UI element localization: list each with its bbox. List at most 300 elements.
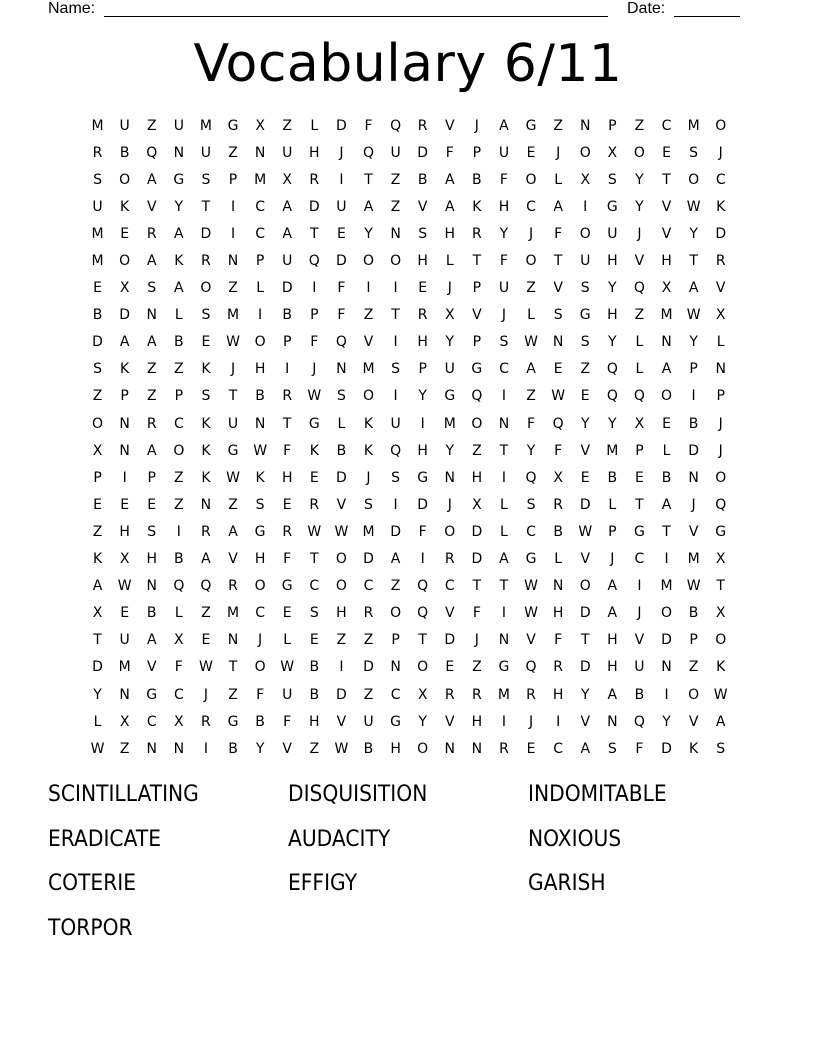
grid-letter: O: [688, 171, 700, 188]
grid-letter: C: [661, 117, 672, 134]
grid-letter: R: [92, 144, 103, 161]
grid-letter: C: [526, 198, 536, 215]
grid-letter: M: [687, 117, 700, 134]
grid-letter: C: [363, 578, 374, 595]
grid-letter: J: [447, 496, 452, 513]
grid-letter: H: [281, 469, 293, 486]
grid-letter: T: [716, 578, 725, 595]
grid-letter: Q: [525, 659, 537, 676]
grid-letter: Z: [119, 740, 130, 757]
grid-letter: H: [498, 198, 510, 215]
grid-letter: A: [580, 740, 591, 757]
grid-letter: J: [447, 280, 452, 297]
grid-letter: H: [471, 713, 483, 730]
grid-letter: H: [254, 551, 266, 568]
grid-letter: E: [336, 225, 346, 242]
grid-letter: D: [92, 334, 103, 351]
grid-letter: U: [498, 144, 510, 161]
grid-letter: B: [363, 740, 374, 757]
grid-letter: F: [364, 117, 373, 134]
grid-letter: S: [716, 740, 726, 757]
grid-letter: U: [173, 117, 184, 134]
grid-letter: Y: [418, 388, 427, 405]
grid-letter: U: [390, 415, 401, 432]
grid-letter: S: [391, 469, 401, 486]
grid-letter: N: [173, 144, 185, 161]
grid-letter: N: [173, 740, 185, 757]
grid-letter: Z: [472, 442, 482, 459]
grid-letter: R: [146, 415, 157, 432]
grid-letter: V: [661, 198, 672, 215]
grid-letter: M: [362, 361, 375, 378]
grid-letter: S: [580, 280, 590, 297]
grid-letter: M: [660, 578, 673, 595]
grid-letter: F: [554, 225, 563, 242]
grid-letter: Z: [688, 659, 699, 676]
grid-letter: G: [390, 713, 401, 730]
grid-letter: M: [91, 225, 104, 242]
grid-letter: D: [417, 496, 429, 513]
grid-letter: W: [713, 686, 728, 703]
grid-letter: B: [688, 605, 699, 622]
grid-letter: G: [227, 442, 239, 459]
grid-letter: N: [254, 144, 266, 161]
grid-letter: X: [174, 713, 184, 730]
grid-letter: P: [472, 144, 482, 161]
grid-letter: W: [199, 659, 213, 676]
grid-letter: Q: [606, 388, 618, 405]
grid-letter: V: [146, 198, 157, 215]
grid-letter: W: [280, 659, 295, 676]
grid-letter: Q: [417, 605, 429, 622]
grid-letter: V: [417, 198, 428, 215]
grid-letter: O: [119, 171, 131, 188]
grid-letter: N: [444, 469, 455, 486]
grid-letter: F: [310, 334, 319, 351]
grid-letter: T: [499, 442, 509, 459]
grid-letter: V: [688, 713, 699, 730]
grid-letter: I: [176, 523, 181, 540]
grid-letter: O: [335, 578, 347, 595]
grid-letter: O: [362, 388, 374, 405]
grid-letter: N: [119, 442, 130, 459]
grid-letter: F: [283, 442, 292, 459]
grid-letter: V: [634, 632, 645, 649]
grid-letter: O: [661, 388, 673, 405]
grid-letter: M: [660, 307, 673, 324]
grid-letter: B: [634, 686, 645, 703]
grid-letter: X: [255, 117, 265, 134]
grid-letter: D: [417, 144, 429, 161]
grid-letter: T: [228, 388, 238, 405]
grid-letter: U: [444, 361, 455, 378]
grid-letter: R: [201, 713, 211, 730]
word-list-item: NOXIOUS: [528, 826, 622, 852]
grid-letter: Z: [363, 686, 374, 703]
grid-letter: Z: [580, 361, 591, 378]
grid-letter: T: [499, 578, 509, 595]
grid-letter: V: [228, 551, 238, 568]
date-input-line[interactable]: [674, 16, 740, 17]
grid-letter: Q: [173, 578, 185, 595]
grid-letter: H: [607, 632, 618, 649]
grid-letter: J: [528, 225, 534, 242]
grid-letter: Z: [526, 388, 536, 405]
grid-letter: H: [607, 253, 618, 270]
grid-letter: Z: [146, 388, 157, 405]
grid-letter: I: [203, 740, 208, 757]
grid-letter: S: [93, 361, 102, 378]
grid-letter: C: [255, 198, 265, 215]
grid-letter: W: [334, 523, 349, 540]
grid-letter: G: [715, 523, 727, 540]
grid-letter: Y: [445, 442, 455, 459]
grid-letter: V: [444, 117, 455, 134]
grid-letter: H: [309, 713, 320, 730]
grid-letter: E: [662, 415, 671, 432]
grid-letter: C: [444, 578, 455, 595]
grid-letter: H: [417, 253, 428, 270]
grid-letter: S: [201, 388, 211, 405]
grid-letter: W: [578, 523, 593, 540]
grid-letter: X: [417, 686, 428, 703]
grid-letter: B: [309, 659, 320, 676]
grid-letter: D: [119, 307, 131, 324]
grid-letter: P: [608, 117, 617, 134]
grid-letter: J: [718, 144, 723, 161]
grid-letter: Z: [228, 496, 238, 513]
grid-letter: N: [498, 632, 510, 649]
grid-letter: T: [472, 578, 482, 595]
grid-letter: F: [554, 442, 563, 459]
page-title: Vocabulary 6/11: [193, 34, 623, 94]
grid-letter: X: [553, 469, 563, 486]
grid-letter: X: [444, 307, 455, 324]
grid-letter: G: [579, 307, 591, 324]
grid-letter: D: [579, 496, 591, 513]
grid-letter: B: [228, 740, 238, 757]
grid-letter: I: [393, 334, 398, 351]
grid-letter: H: [471, 469, 483, 486]
grid-letter: Y: [689, 334, 698, 351]
grid-letter: C: [309, 578, 320, 595]
grid-letter: W: [334, 740, 349, 757]
grid-letter: L: [256, 280, 265, 297]
grid-letter: E: [120, 225, 130, 242]
grid-letter: I: [556, 713, 561, 730]
grid-letter: Y: [499, 225, 509, 242]
grid-letter: O: [173, 442, 185, 459]
grid-letter: Q: [633, 388, 645, 405]
grid-letter: B: [119, 144, 130, 161]
grid-letter: A: [661, 496, 672, 513]
name-label: Name:: [48, 0, 96, 17]
grid-letter: B: [607, 469, 618, 486]
grid-letter: E: [580, 388, 590, 405]
grid-letter: J: [718, 415, 723, 432]
grid-letter: Q: [552, 415, 564, 432]
grid-letter: Y: [608, 415, 617, 432]
grid-letter: M: [91, 253, 104, 270]
grid-letter: O: [390, 253, 402, 270]
grid-letter: X: [119, 551, 130, 568]
grid-letter: B: [255, 388, 265, 405]
grid-letter: Y: [364, 225, 373, 242]
grid-letter: I: [501, 469, 507, 486]
grid-letter: B: [417, 171, 428, 188]
grid-letter: L: [174, 307, 183, 324]
grid-letter: O: [254, 659, 266, 676]
grid-letter: C: [255, 225, 265, 242]
grid-letter: Z: [472, 659, 482, 676]
grid-letter: Z: [390, 198, 401, 215]
grid-letter: V: [553, 280, 563, 297]
grid-letter: P: [716, 388, 725, 405]
grid-letter: N: [146, 578, 157, 595]
grid-letter: W: [307, 388, 322, 405]
grid-letter: S: [147, 280, 157, 297]
word-list-item: DISQUISITION: [288, 782, 428, 807]
grid-letter: G: [173, 171, 185, 188]
grid-letter: H: [607, 307, 618, 324]
word-list-item: GARISH: [528, 871, 606, 896]
grid-letter: X: [119, 713, 130, 730]
grid-letter: N: [200, 496, 212, 513]
grid-letter: E: [120, 605, 130, 622]
grid-letter: T: [310, 551, 319, 568]
grid-letter: F: [554, 632, 563, 649]
grid-letter: T: [662, 523, 671, 540]
grid-letter: A: [444, 198, 455, 215]
grid-letter: M: [497, 686, 510, 703]
grid-letter: K: [201, 469, 211, 486]
grid-letter: F: [527, 415, 536, 432]
grid-letter: R: [553, 496, 563, 513]
grid-letter: B: [282, 307, 292, 324]
grid-letter: S: [553, 307, 563, 324]
grid-letter: C: [390, 686, 401, 703]
grid-letter: N: [254, 415, 266, 432]
date-label: Date:: [627, 0, 666, 17]
grid-letter: I: [664, 686, 669, 703]
grid-letter: O: [688, 686, 700, 703]
grid-letter: Y: [445, 334, 455, 351]
grid-letter: G: [498, 659, 510, 676]
word-list-item: ERADICATE: [48, 826, 162, 852]
grid-letter: R: [146, 225, 157, 242]
grid-letter: K: [201, 361, 211, 378]
grid-letter: A: [174, 225, 184, 242]
grid-letter: D: [471, 551, 483, 568]
grid-letter: Q: [633, 280, 645, 297]
grid-letter: H: [552, 686, 564, 703]
grid-letter: B: [255, 713, 265, 730]
grid-letter: N: [119, 415, 130, 432]
grid-letter: L: [527, 307, 535, 324]
grid-letter: S: [391, 361, 401, 378]
grid-letter: A: [119, 334, 130, 351]
grid-letter: T: [553, 253, 563, 270]
grid-letter: Y: [526, 442, 536, 459]
grid-letter: H: [309, 144, 320, 161]
grid-letter: K: [174, 253, 184, 270]
grid-letter: R: [309, 496, 320, 513]
grid-letter: O: [444, 523, 456, 540]
grid-letter: J: [339, 144, 344, 161]
grid-letter: X: [92, 605, 103, 622]
grid-letter: P: [255, 253, 265, 270]
grid-letter: V: [444, 605, 455, 622]
grid-letter: Z: [92, 388, 103, 405]
grid-letter: Z: [363, 307, 374, 324]
grid-letter: Z: [228, 686, 238, 703]
grid-letter: L: [283, 632, 292, 649]
word-list: [48, 778, 768, 956]
grid-letter: K: [363, 442, 374, 459]
grid-letter: G: [444, 388, 456, 405]
grid-letter: F: [283, 551, 292, 568]
grid-letter: D: [336, 469, 347, 486]
grid-letter: O: [119, 253, 131, 270]
grid-letter: V: [146, 659, 157, 676]
grid-letter: Z: [228, 280, 238, 297]
word-list-item: EFFIGY: [288, 871, 358, 896]
grid-letter: U: [282, 253, 293, 270]
grid-letter: U: [336, 198, 347, 215]
grid-letter: O: [525, 253, 537, 270]
grid-letter: W: [686, 578, 701, 595]
grid-letter: N: [227, 632, 239, 649]
grid-letter: G: [471, 361, 483, 378]
grid-letter: X: [472, 496, 482, 513]
grid-letter: G: [227, 117, 239, 134]
grid-letter: M: [226, 605, 240, 622]
name-input-line[interactable]: [104, 16, 608, 17]
grid-letter: U: [282, 686, 293, 703]
grid-letter: J: [258, 632, 263, 649]
grid-letter: Z: [390, 578, 401, 595]
grid-letter: R: [526, 686, 536, 703]
grid-letter: A: [92, 578, 103, 595]
grid-letter: I: [420, 415, 425, 432]
grid-letter: J: [691, 496, 696, 513]
grid-letter: Q: [362, 144, 374, 161]
grid-letter: H: [146, 551, 157, 568]
grid-letter: F: [445, 144, 454, 161]
grid-letter: Z: [146, 117, 157, 134]
grid-letter: I: [664, 551, 669, 568]
grid-letter: G: [606, 198, 618, 215]
grid-letter: N: [471, 740, 483, 757]
grid-letter: E: [445, 659, 455, 676]
grid-letter: O: [579, 225, 591, 242]
grid-letter: W: [307, 523, 322, 540]
grid-letter: X: [580, 171, 591, 188]
grid-letter: S: [309, 605, 319, 622]
grid-letter: J: [501, 307, 507, 324]
grid-letter: I: [230, 225, 236, 242]
grid-letter: E: [147, 496, 157, 513]
grid-letter: Z: [336, 632, 347, 649]
grid-letter: I: [501, 388, 507, 405]
grid-letter: C: [634, 551, 645, 568]
grid-letter: M: [199, 117, 212, 134]
grid-letter: A: [146, 334, 157, 351]
grid-letter: U: [282, 144, 293, 161]
grid-letter: V: [336, 496, 347, 513]
grid-letter: H: [417, 442, 428, 459]
grid-letter: O: [579, 144, 591, 161]
grid-letter: Y: [580, 415, 590, 432]
grid-letter: E: [282, 605, 292, 622]
grid-letter: T: [93, 632, 102, 649]
grid-letter: P: [120, 388, 129, 405]
grid-letter: I: [258, 307, 263, 324]
grid-letter: Q: [633, 713, 645, 730]
grid-letter: N: [552, 578, 564, 595]
grid-letter: V: [661, 225, 672, 242]
grid-letter: R: [282, 523, 293, 540]
grid-letter: C: [553, 740, 564, 757]
grid-letter: Z: [228, 144, 238, 161]
grid-letter: N: [119, 686, 130, 703]
grid-letter: R: [471, 225, 482, 242]
grid-letter: O: [715, 469, 727, 486]
grid-letter: K: [472, 198, 482, 215]
grid-letter: N: [661, 334, 672, 351]
grid-letter: I: [339, 171, 344, 188]
grid-letter: U: [607, 225, 618, 242]
grid-letter: V: [444, 713, 455, 730]
grid-letter: I: [366, 280, 371, 297]
grid-letter: D: [715, 225, 727, 242]
grid-letter: S: [201, 307, 211, 324]
grid-letter: S: [607, 740, 617, 757]
grid-letter: J: [312, 361, 317, 378]
grid-letter: J: [610, 551, 615, 568]
grid-letter: J: [637, 225, 642, 242]
grid-letter: D: [661, 740, 672, 757]
grid-letter: H: [336, 605, 347, 622]
grid-letter: D: [390, 523, 401, 540]
grid-letter: O: [335, 551, 347, 568]
grid-letter: S: [364, 496, 373, 513]
grid-letter: U: [227, 415, 239, 432]
grid-letter: Y: [608, 280, 617, 297]
grid-letter: L: [310, 117, 319, 134]
grid-letter: P: [472, 280, 482, 297]
grid-letter: S: [336, 388, 346, 405]
grid-letter: Y: [255, 740, 265, 757]
grid-letter: D: [363, 659, 374, 676]
grid-letter: O: [92, 415, 104, 432]
grid-letter: E: [580, 469, 590, 486]
grid-letter: D: [336, 117, 347, 134]
grid-letter: C: [715, 171, 726, 188]
grid-letter: O: [417, 659, 429, 676]
grid-letter: Z: [174, 496, 184, 513]
grid-letter: U: [390, 144, 401, 161]
grid-letter: J: [366, 469, 371, 486]
grid-letter: P: [635, 442, 644, 459]
grid-letter: E: [201, 632, 211, 649]
grid-letter: T: [364, 171, 373, 188]
grid-letter: R: [499, 740, 509, 757]
grid-letter: I: [285, 361, 290, 378]
grid-letter: Q: [390, 442, 402, 459]
grid-letter: I: [637, 578, 642, 595]
grid-letter: X: [174, 632, 184, 649]
